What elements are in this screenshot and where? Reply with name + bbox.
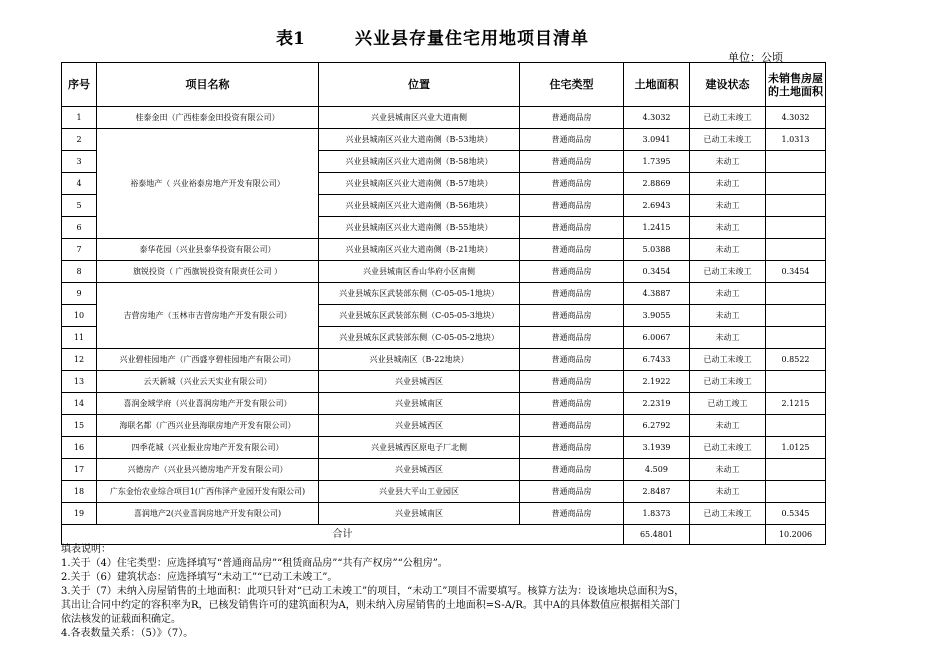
note-line: 1.关于（4）住宅类型：应选择填写“普通商品房”“租赁商品房”“共有产权房”“公租房”。 [61, 558, 448, 569]
cell-location: 兴业县城南区 [319, 393, 520, 415]
cell-area: 4.3032 [624, 107, 690, 129]
cell-no: 8 [62, 261, 97, 283]
cell-status: 未动工 [690, 151, 766, 173]
cell-no: 6 [62, 217, 97, 239]
header-location: 位置 [319, 63, 520, 107]
header-unsold: 未销售房屋的土地面积 [766, 63, 826, 107]
cell-name: 兴德房产（兴业县兴德房地产开发有限公司） [97, 459, 319, 481]
cell-type: 普通商品房 [520, 283, 624, 305]
cell-area: 1.2415 [624, 217, 690, 239]
cell-type: 普通商品房 [520, 503, 624, 525]
cell-no: 14 [62, 393, 97, 415]
cell-unsold [766, 305, 826, 327]
instructions-notes [61, 543, 684, 641]
cell-status: 未动工 [690, 305, 766, 327]
table-row [62, 415, 826, 437]
cell-status: 未动工 [690, 173, 766, 195]
document-title [0, 24, 936, 48]
cell-type: 普通商品房 [520, 129, 624, 151]
table-title: 兴业县存量住宅用地项目清单 [355, 29, 589, 49]
cell-type: 普通商品房 [520, 239, 624, 261]
cell-area: 0.3454 [624, 261, 690, 283]
cell-name: 云天新城（兴业云天实业有限公司） [97, 371, 319, 393]
total-status-empty [690, 525, 766, 545]
cell-no: 12 [62, 349, 97, 371]
cell-location: 兴业县城南区兴业大道南侧（B-58地块） [319, 151, 520, 173]
cell-area: 4.3887 [624, 283, 690, 305]
cell-type: 普通商品房 [520, 107, 624, 129]
cell-area: 3.9055 [624, 305, 690, 327]
cell-status: 未动工 [690, 459, 766, 481]
notes-heading: 填表说明： [61, 544, 111, 555]
cell-no: 19 [62, 503, 97, 525]
cell-location: 兴业县城东区武装部东侧（C-05-05-3地块） [319, 305, 520, 327]
cell-type: 普通商品房 [520, 261, 624, 283]
cell-unsold: 0.3454 [766, 261, 826, 283]
cell-area: 6.2792 [624, 415, 690, 437]
cell-no: 10 [62, 305, 97, 327]
unit-label: 单位：公顷 [728, 51, 783, 64]
cell-location: 兴业县城南区兴业大道南侧（B-53地块） [319, 129, 520, 151]
cell-type: 普通商品房 [520, 217, 624, 239]
cell-location: 兴业县城南区兴业大道南侧 [319, 107, 520, 129]
cell-status: 已动工未竣工 [690, 349, 766, 371]
cell-no: 11 [62, 327, 97, 349]
header-name: 项目名称 [97, 63, 319, 107]
cell-type: 普通商品房 [520, 151, 624, 173]
header-type: 住宅类型 [520, 63, 624, 107]
header-area: 土地面积 [624, 63, 690, 107]
cell-location: 兴业县城西区 [319, 415, 520, 437]
table-body [62, 107, 826, 545]
cell-status: 已动工未竣工 [690, 107, 766, 129]
cell-no: 3 [62, 151, 97, 173]
total-row [62, 525, 826, 545]
cell-type: 普通商品房 [520, 195, 624, 217]
cell-type: 普通商品房 [520, 415, 624, 437]
table-row [62, 371, 826, 393]
table-row [62, 239, 826, 261]
cell-status: 已动工未竣工 [690, 437, 766, 459]
cell-no: 16 [62, 437, 97, 459]
cell-location: 兴业县城东区武装部东侧（C-05-05-2地块） [319, 327, 520, 349]
cell-unsold [766, 481, 826, 503]
table-row [62, 481, 826, 503]
cell-area: 2.8487 [624, 481, 690, 503]
cell-unsold [766, 459, 826, 481]
cell-type: 普通商品房 [520, 349, 624, 371]
cell-status: 未动工 [690, 415, 766, 437]
table-row [62, 437, 826, 459]
cell-unsold: 1.0313 [766, 129, 826, 151]
cell-location: 兴业县大平山工业园区 [319, 481, 520, 503]
cell-unsold: 1.0125 [766, 437, 826, 459]
cell-name: 海联名都（广西兴业县海联房地产开发有限公司） [97, 415, 319, 437]
cell-status: 未动工 [690, 239, 766, 261]
cell-name: 桂泰金田（广西桂泰金田投资有限公司） [97, 107, 319, 129]
total-unsold: 10.2006 [766, 525, 826, 545]
cell-area: 5.0388 [624, 239, 690, 261]
cell-location: 兴业县城南区（B-22地块） [319, 349, 520, 371]
cell-area: 1.7395 [624, 151, 690, 173]
table-row [62, 107, 826, 129]
cell-unsold [766, 371, 826, 393]
cell-area: 4.509 [624, 459, 690, 481]
cell-unsold: 0.8522 [766, 349, 826, 371]
cell-location: 兴业县城西区 [319, 459, 520, 481]
cell-unsold: 4.3032 [766, 107, 826, 129]
cell-unsold: 0.5345 [766, 503, 826, 525]
cell-no: 13 [62, 371, 97, 393]
cell-location: 兴业县城东区武装部东侧（C-05-05-1地块） [319, 283, 520, 305]
cell-area: 3.1939 [624, 437, 690, 459]
cell-status: 未动工 [690, 195, 766, 217]
header-status: 建设状态 [690, 63, 766, 107]
cell-area: 2.2319 [624, 393, 690, 415]
table-number: 表1 [276, 29, 305, 49]
cell-unsold [766, 195, 826, 217]
header-row [62, 63, 826, 107]
cell-location: 兴业县城西区 [319, 371, 520, 393]
cell-type: 普通商品房 [520, 305, 624, 327]
cell-no: 1 [62, 107, 97, 129]
cell-no: 9 [62, 283, 97, 305]
cell-location: 兴业县城南区兴业大道南侧（B-21地块） [319, 239, 520, 261]
table-row [62, 393, 826, 415]
cell-location: 兴业县城南区兴业大道南侧（B-56地块） [319, 195, 520, 217]
cell-name: 喜润金域学府（兴业喜润房地产开发有限公司） [97, 393, 319, 415]
cell-name: 泰华花园（兴业县泰华投资有限公司） [97, 239, 319, 261]
land-project-table [61, 62, 826, 545]
cell-area: 3.0941 [624, 129, 690, 151]
table-row [62, 129, 826, 151]
cell-location: 兴业县城南区香山华府小区南侧 [319, 261, 520, 283]
cell-name: 兴业碧桂园地产（广西盛亨碧桂园地产有限公司） [97, 349, 319, 371]
table-row [62, 283, 826, 305]
cell-status: 已动工未竣工 [690, 371, 766, 393]
cell-unsold [766, 239, 826, 261]
cell-area: 1.8373 [624, 503, 690, 525]
cell-no: 17 [62, 459, 97, 481]
cell-location: 兴业县城南区兴业大道南侧（B-55地块） [319, 217, 520, 239]
cell-type: 普通商品房 [520, 371, 624, 393]
cell-area: 6.7433 [624, 349, 690, 371]
cell-location: 兴业县城南区兴业大道南侧（B-57地块） [319, 173, 520, 195]
cell-no: 18 [62, 481, 97, 503]
cell-status: 未动工 [690, 283, 766, 305]
cell-status: 已动工未竣工 [690, 129, 766, 151]
cell-unsold: 2.1215 [766, 393, 826, 415]
cell-name: 旗锐投资（ 广西旗锐投资有限责任公司 ） [97, 261, 319, 283]
cell-name: 广东金怡农业综合项目1(广西伟泽产业园开发有限公司) [97, 481, 319, 503]
total-area: 65.4801 [624, 525, 690, 545]
cell-area: 2.1922 [624, 371, 690, 393]
cell-no: 4 [62, 173, 97, 195]
cell-type: 普通商品房 [520, 327, 624, 349]
cell-status: 已动工未竣工 [690, 261, 766, 283]
cell-location: 兴业县城西区原电子厂北侧 [319, 437, 520, 459]
cell-unsold [766, 327, 826, 349]
cell-name-merged: 裕泰地产（ 兴业裕泰房地产开发有限公司） [97, 129, 319, 239]
cell-status: 未动工 [690, 481, 766, 503]
cell-type: 普通商品房 [520, 173, 624, 195]
note-line: 3.关于（7）未纳入房屋销售的土地面积：此项只针对“已动工未竣工”的项目，“未动工”项目不需要填写。核算方法为：设该地块总面积为S， [61, 586, 685, 597]
note-line: 4.各表数量关系：（5）》（7）。 [61, 628, 194, 639]
cell-status: 已动工未竣工 [690, 503, 766, 525]
cell-type: 普通商品房 [520, 481, 624, 503]
note-line: 依法核发的证载面积确定。 [61, 614, 181, 625]
cell-type: 普通商品房 [520, 459, 624, 481]
cell-status: 未动工 [690, 217, 766, 239]
cell-name: 四季花城（兴业振业房地产开发有限公司） [97, 437, 319, 459]
cell-type: 普通商品房 [520, 437, 624, 459]
note-line: 其出让合同中约定的容积率为R，已核发销售许可的建筑面积为A，则未纳入房屋销售的土地面积=S-A/R。其中A的具体数值应根据相关部门 [61, 600, 681, 611]
table-row [62, 349, 826, 371]
cell-unsold [766, 415, 826, 437]
header-no: 序号 [62, 63, 97, 107]
cell-no: 7 [62, 239, 97, 261]
cell-name-merged: 吉营房地产（玉林市吉营房地产开发有限公司） [97, 283, 319, 349]
table-row [62, 503, 826, 525]
table-row [62, 261, 826, 283]
cell-name: 喜润地产2(兴业喜润房地产开发有限公司) [97, 503, 319, 525]
cell-location: 兴业县城南区 [319, 503, 520, 525]
cell-status: 未动工 [690, 327, 766, 349]
cell-unsold [766, 173, 826, 195]
cell-no: 15 [62, 415, 97, 437]
cell-status: 已动工竣工 [690, 393, 766, 415]
cell-area: 2.8869 [624, 173, 690, 195]
cell-type: 普通商品房 [520, 393, 624, 415]
total-label: 合计 [62, 525, 624, 545]
cell-unsold [766, 217, 826, 239]
note-line: 2.关于（6）建筑状态：应选择填写“未动工”“已动工未竣工”。 [61, 572, 338, 583]
cell-area: 6.0067 [624, 327, 690, 349]
cell-no: 2 [62, 129, 97, 151]
cell-area: 2.6943 [624, 195, 690, 217]
table-row [62, 459, 826, 481]
cell-no: 5 [62, 195, 97, 217]
cell-unsold [766, 283, 826, 305]
cell-unsold [766, 151, 826, 173]
